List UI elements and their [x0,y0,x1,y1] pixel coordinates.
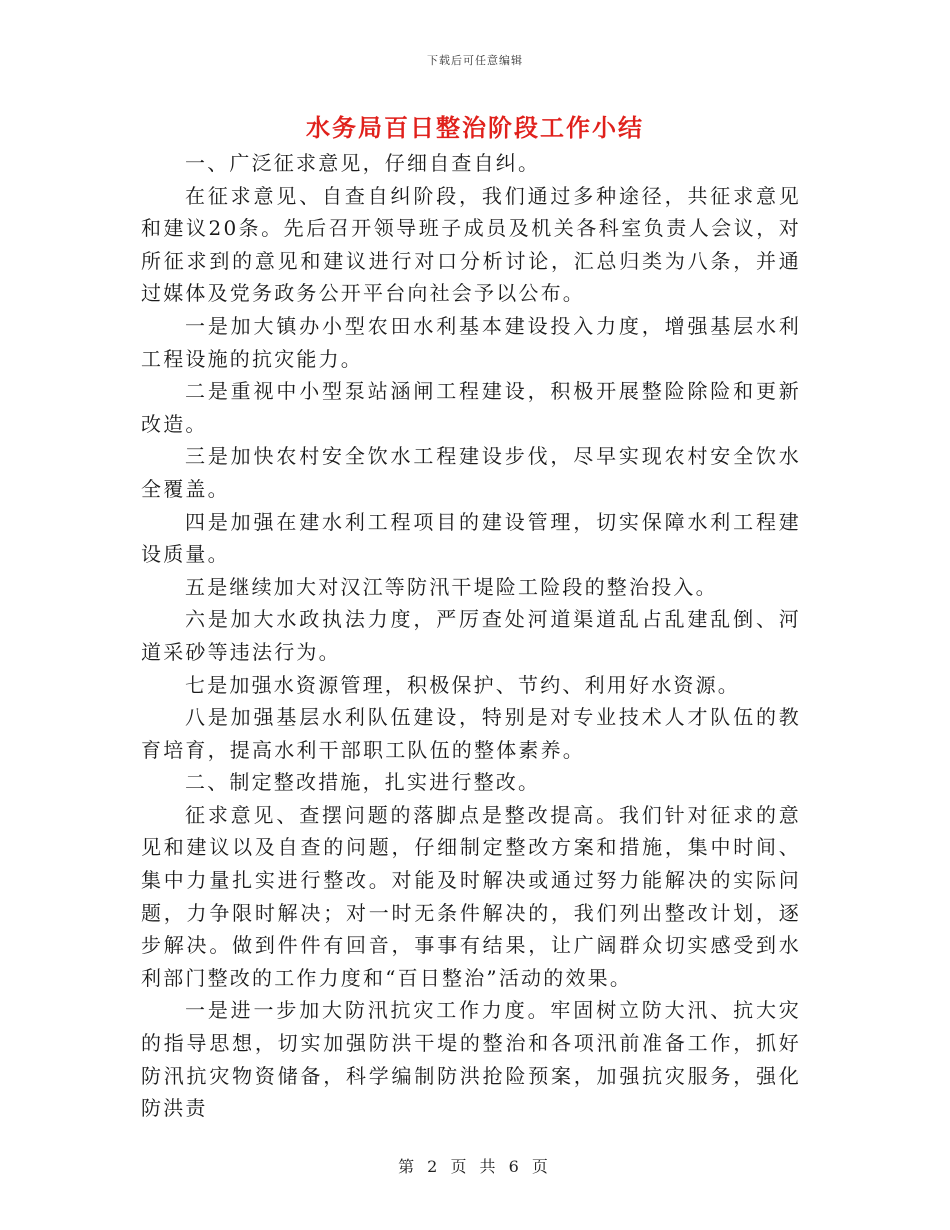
list-item: 六是加大水政执法力度，严厉查处河道渠道乱占乱建乱倒、河道采砂等违法行为。 [141,607,801,664]
document-body [141,147,801,1125]
paragraph: 征求意见、查摆问题的落脚点是整改提高。我们针对征求的意见和建议以及自查的问题，仔细制定整改方案和措施，集中时间、集中力量扎实进行整改。对能及时解决或通过努力能解决的实际问题，力争限时解决；对一时无条件解决的，我们列出整改计划，逐步解决。做到件件有回音，事事有结果，让广阔群众切实感受到水利部门整改的工作力度和“百日整治”活动的效果。 [141,802,801,990]
list-item: 七是加强水资源管理，积极保护、节约、利用好水资源。 [185,672,740,697]
list-item: 一是加大镇办小型农田水利基本建设投入力度，增强基层水利工程设施的抗灾能力。 [141,313,801,371]
page-number-footer: 第 2 页 共 6 页 [398,1157,552,1176]
paragraph: 在征求意见、自查自纠阶段，我们通过多种途径，共征求意见和建议20条。先后召开领导班子成员及机关各科室负责人会议，对所征求到的意见和建议进行对口分析讨论，汇总归类为八条，并通过媒体及党务政务公开平台向社会予以公布。 [141,183,801,306]
list-item: 八是加强基层水利队伍建设，特别是对专业技术人才队伍的教育培育，提高水利干部职工队伍的整体素养。 [141,705,801,762]
list-item: 四是加强在建水利工程项目的建设管理，切实保障水利工程建设质量。 [141,509,801,567]
list-item: 二是重视中小型泵站涵闸工程建设，积极开展整险除险和更新改造。 [141,379,801,436]
section-heading-1: 一、广泛征求意见，仔细自查自纠。 [185,151,541,175]
list-item: 三是加快农村安全饮水工程建设步伐，尽早实现农村安全饮水全覆盖。 [141,444,801,501]
document-title: 水务局百日整治阶段工作小结 [306,113,644,142]
header-note: 下载后可任意编辑 [427,54,523,67]
list-item: 五是继续加大对汉江等防汛干堤险工险段的整治投入。 [185,574,718,599]
section-heading-2: 二、制定整改措施，扎实进行整改。 [185,770,541,795]
list-item: 一是进一步加大防汛抗灾工作力度。牢固树立防大汛、抗大灾的指导思想，切实加强防洪干堤的整治和各项汛前准备工作，抓好防汛抗灾物资储备，科学编制防洪抢险预案，加强抗灾服务，强化防洪责 [141,998,801,1121]
